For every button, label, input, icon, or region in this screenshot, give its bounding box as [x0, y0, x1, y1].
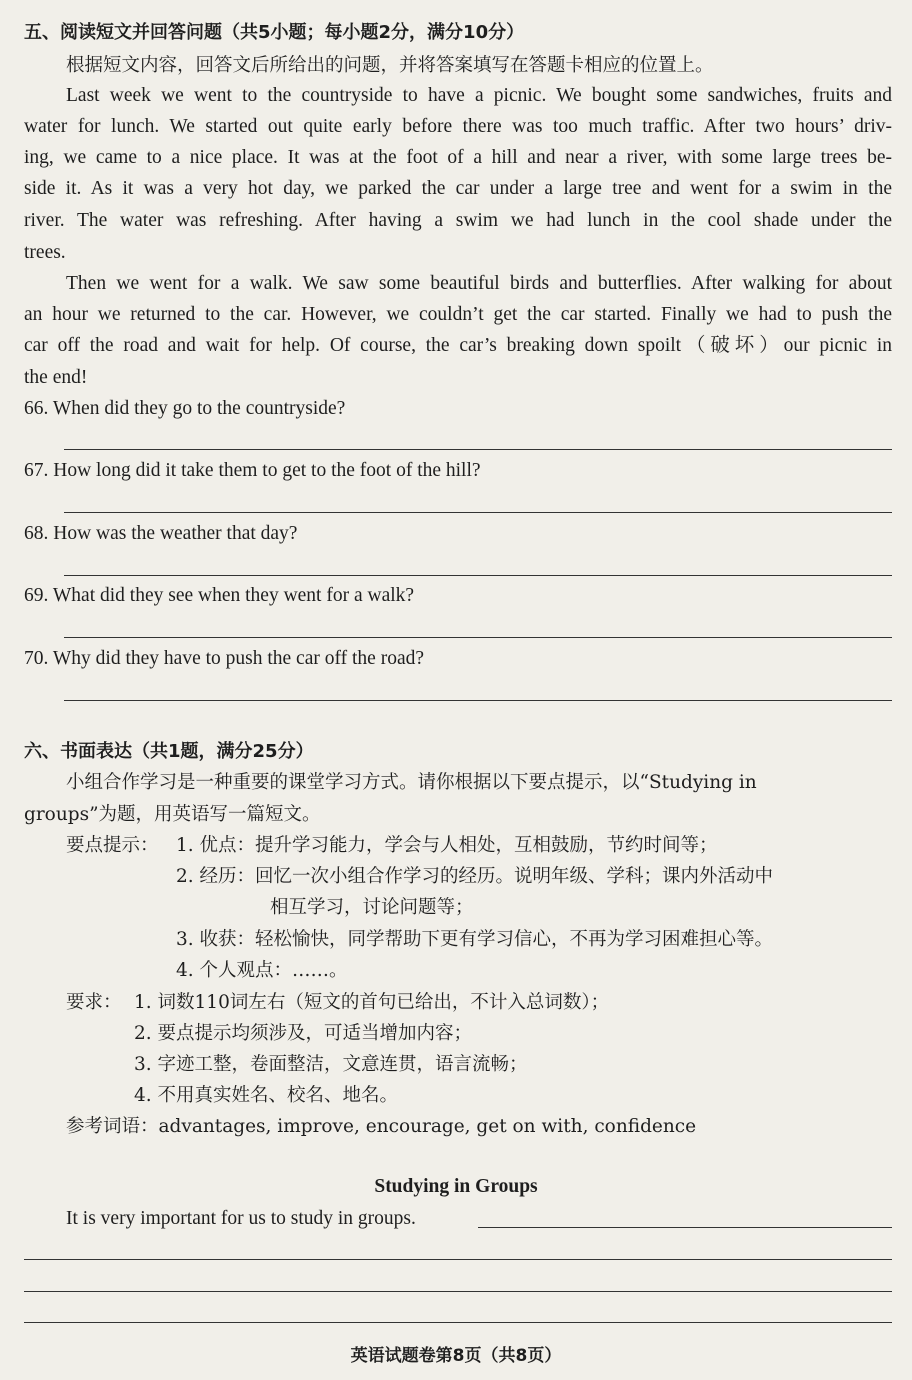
question-67: 67. How long did it take them to get to the foot of the hill? [24, 460, 481, 481]
page-footer: 英语试题卷第8页（共8页） [350, 1346, 562, 1366]
point-item: 3. 收获：轻松愉快，同学帮助下更有学习信心，不再为学习困难担心等。 [176, 929, 774, 950]
passage-line: side it. As it was a very hot day, we parked the car under a large tree and went for a swim in the [24, 178, 892, 199]
point-item: 相互学习，讨论问题等； [270, 897, 474, 918]
question-68: 68. How was the weather that day? [24, 523, 298, 544]
essay-writing-line[interactable] [478, 1227, 892, 1228]
section-6-heading: 六、书面表达（共1题，满分25分） [24, 741, 314, 762]
passage-line: river. The water was refreshing. After having a swim we had lunch in the cool shade under the [24, 210, 892, 231]
question-69: 69. What did they see when they went for a walk? [24, 585, 415, 606]
answer-line-68[interactable] [64, 575, 892, 576]
essay-writing-line[interactable] [24, 1259, 892, 1260]
point-item: 1. 优点：提升学习能力，学会与人相处，互相鼓励，节约时间等； [176, 835, 718, 856]
writing-intro: groups”为题，用英语写一篇短文。 [24, 804, 321, 825]
passage-line: the end! [24, 367, 88, 388]
requirement-item: 3. 字迹工整，卷面整洁，文意连贯，语言流畅； [134, 1054, 528, 1075]
points-label: 要点提示： [66, 835, 159, 856]
passage-line: ing, we came to a nice place. It was at the foot of a hill and near a river, with some large trees be- [24, 147, 892, 168]
requirements-label: 要求： [66, 992, 122, 1013]
passage-line: trees. [24, 242, 66, 263]
writing-intro: 小组合作学习是一种重要的课堂学习方式。请你根据以下要点提示，以“Studying in [66, 772, 757, 793]
passage-line: water for lunch. We started out quite early before there was too much traffic. After two hours’ driv- [24, 116, 892, 137]
requirement-item: 2. 要点提示均须涉及，可适当增加内容； [134, 1023, 473, 1044]
passage-line: Then we went for a walk. We saw some beautiful birds and butterflies. After walking for about [66, 273, 892, 294]
essay-title: Studying in Groups [374, 1176, 538, 1197]
answer-line-70[interactable] [64, 700, 892, 701]
essay-writing-line[interactable] [24, 1322, 892, 1323]
answer-line-69[interactable] [64, 637, 892, 638]
question-66: 66. When did they go to the countryside? [24, 398, 346, 419]
requirement-item: 4. 不用真实姓名、校名、地名。 [134, 1085, 399, 1106]
section-5-instruction: 根据短文内容，回答文后所给出的问题，并将答案填写在答题卡相应的位置上。 [66, 55, 714, 76]
question-70: 70. Why did they have to push the car off the road? [24, 648, 424, 669]
point-item: 2. 经历：回忆一次小组合作学习的经历。说明年级、学科；课内外活动中 [176, 866, 774, 887]
passage-line: an hour we returned to the car. However, we couldn’t get the car started. Finally we had to push the [24, 304, 892, 325]
passage-line: Last week we went to the countryside to have a picnic. We bought some sandwiches, fruits and [66, 85, 892, 106]
essay-writing-line[interactable] [24, 1291, 892, 1292]
answer-line-67[interactable] [64, 512, 892, 513]
section-5-heading: 五、阅读短文并回答问题（共5小题；每小题2分，满分10分） [24, 22, 525, 43]
essay-first-sentence: It is very important for us to study in groups. [66, 1208, 416, 1229]
passage-line: car off the road and wait for help. Of course, the car’s breaking down spoilt（破坏）our picnic in [24, 335, 892, 356]
requirement-item: 1. 词数110词左右（短文的首句已给出，不计入总词数）； [134, 992, 610, 1013]
point-item: 4. 个人观点：……。 [176, 960, 348, 981]
answer-line-66[interactable] [64, 449, 892, 450]
reference-words: 参考词语：advantages, improve, encourage, get on with, confidence [66, 1116, 697, 1137]
